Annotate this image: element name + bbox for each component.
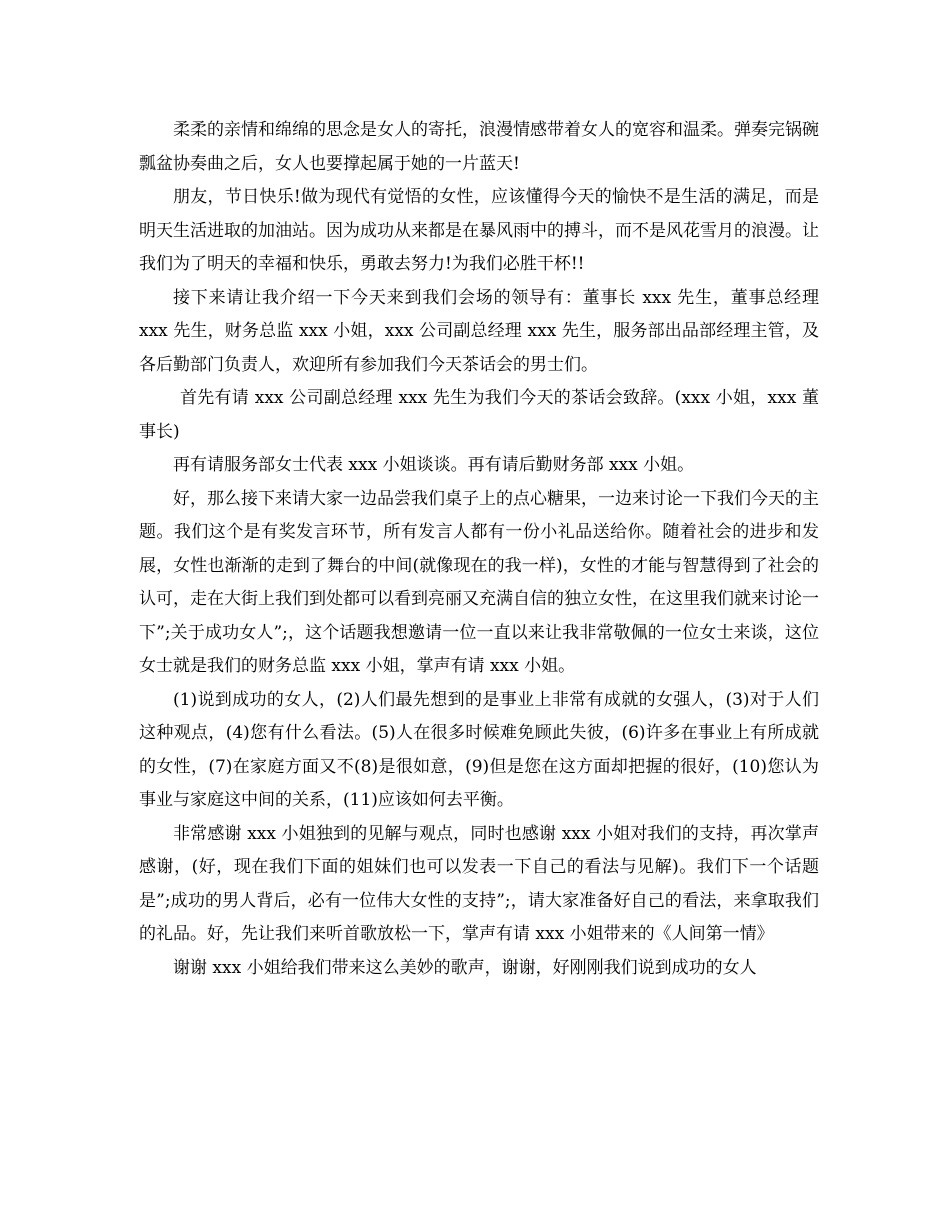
paragraph-3: 接下来请让我介绍一下今天来到我们会场的领导有：董事长 xxx 先生，董事总经理 xxx 先生，财务总监 xxx 小姐，xxx 公司副总经理 xxx 先生，服务部出品部经理主管，及各后勤部门负责人，欢迎所有参加我们今天茶话会的男士们。 — [139, 287, 819, 375]
paragraph-2: 朋友，节日快乐!做为现代有觉悟的女性，应该懂得今天的愉快不是生活的满足，而是明天生活进取的加油站。因为成功从来都是在暴风雨中的搏斗，而不是风花雪月的浪漫。让我们为了明天的幸福和快乐，勇敢去努力!为我们必胜干杯!! — [139, 187, 819, 274]
paragraph-6: 好，那么接下来请大家一边品尝我们桌子上的点心糖果，一边来讨论一下我们今天的主题。我们这个是有奖发言环节，所有发言人都有一份小礼品送给你。随着社会的进步和发展，女性也渐渐的走到了舞台的中间(就像现在的我一样)，女性的才能与智慧得到了社会的认可，走在大街上我们到处都可以看到亮丽又充满自信的独立女性，在这里我们就来讨论一下”;关于成功女人”;，这个话题我想邀请一位一直以来让我非常敬佩的一位女士来谈，这位女士就是我们的财务总监 xxx 小姐，掌声有请 xxx 小姐。 — [139, 488, 819, 676]
paragraph-8: 非常感谢 xxx 小姐独到的见解与观点，同时也感谢 xxx 小姐对我们的支持，再次掌声感谢，(好，现在我们下面的姐妹们也可以发表一下自己的看法与见解)。我们下一个话题是”;成功的男人背后，必有一位伟大女性的支持”;，请大家准备好自己的看法，来拿取我们的礼品。好，先让我们来听首歌放松一下，掌声有请 xxx 小姐带来的《人间第一情》 — [139, 823, 819, 944]
paragraph-1: 柔柔的亲情和绵绵的思念是女人的寄托，浪漫情感带着女人的宽容和温柔。弹奏完锅碗瓢盆协奏曲之后，女人也要撑起属于她的一片蓝天! — [139, 120, 819, 174]
paragraph-5: 再有请服务部女士代表 xxx 小姐谈谈。再有请后勤财务部 xxx 小姐。 — [173, 455, 695, 475]
paragraph-7: (1)说到成功的女人，(2)人们最先想到的是事业上非常有成就的女强人，(3)对于人们这种观点，(4)您有什么看法。(5)人在很多时候难免顾此失彼，(6)许多在事业上有所成就的女性，(7)在家庭方面又不(8)是很如意，(9)但是您在这方面却把握的很好，(10)您认为事业与家庭这中间的关系，(11)应该如何去平衡。 — [139, 689, 819, 810]
paragraph-4: 首先有请 xxx 公司副总经理 xxx 先生为我们今天的茶话会致辞。(xxx 小姐，xxx 董事长) — [139, 388, 819, 442]
paragraph-9: 谢谢 xxx 小姐给我们带来这么美妙的歌声，谢谢，好刚刚我们说到成功的女人 — [173, 957, 757, 978]
document-body — [139, 114, 819, 985]
